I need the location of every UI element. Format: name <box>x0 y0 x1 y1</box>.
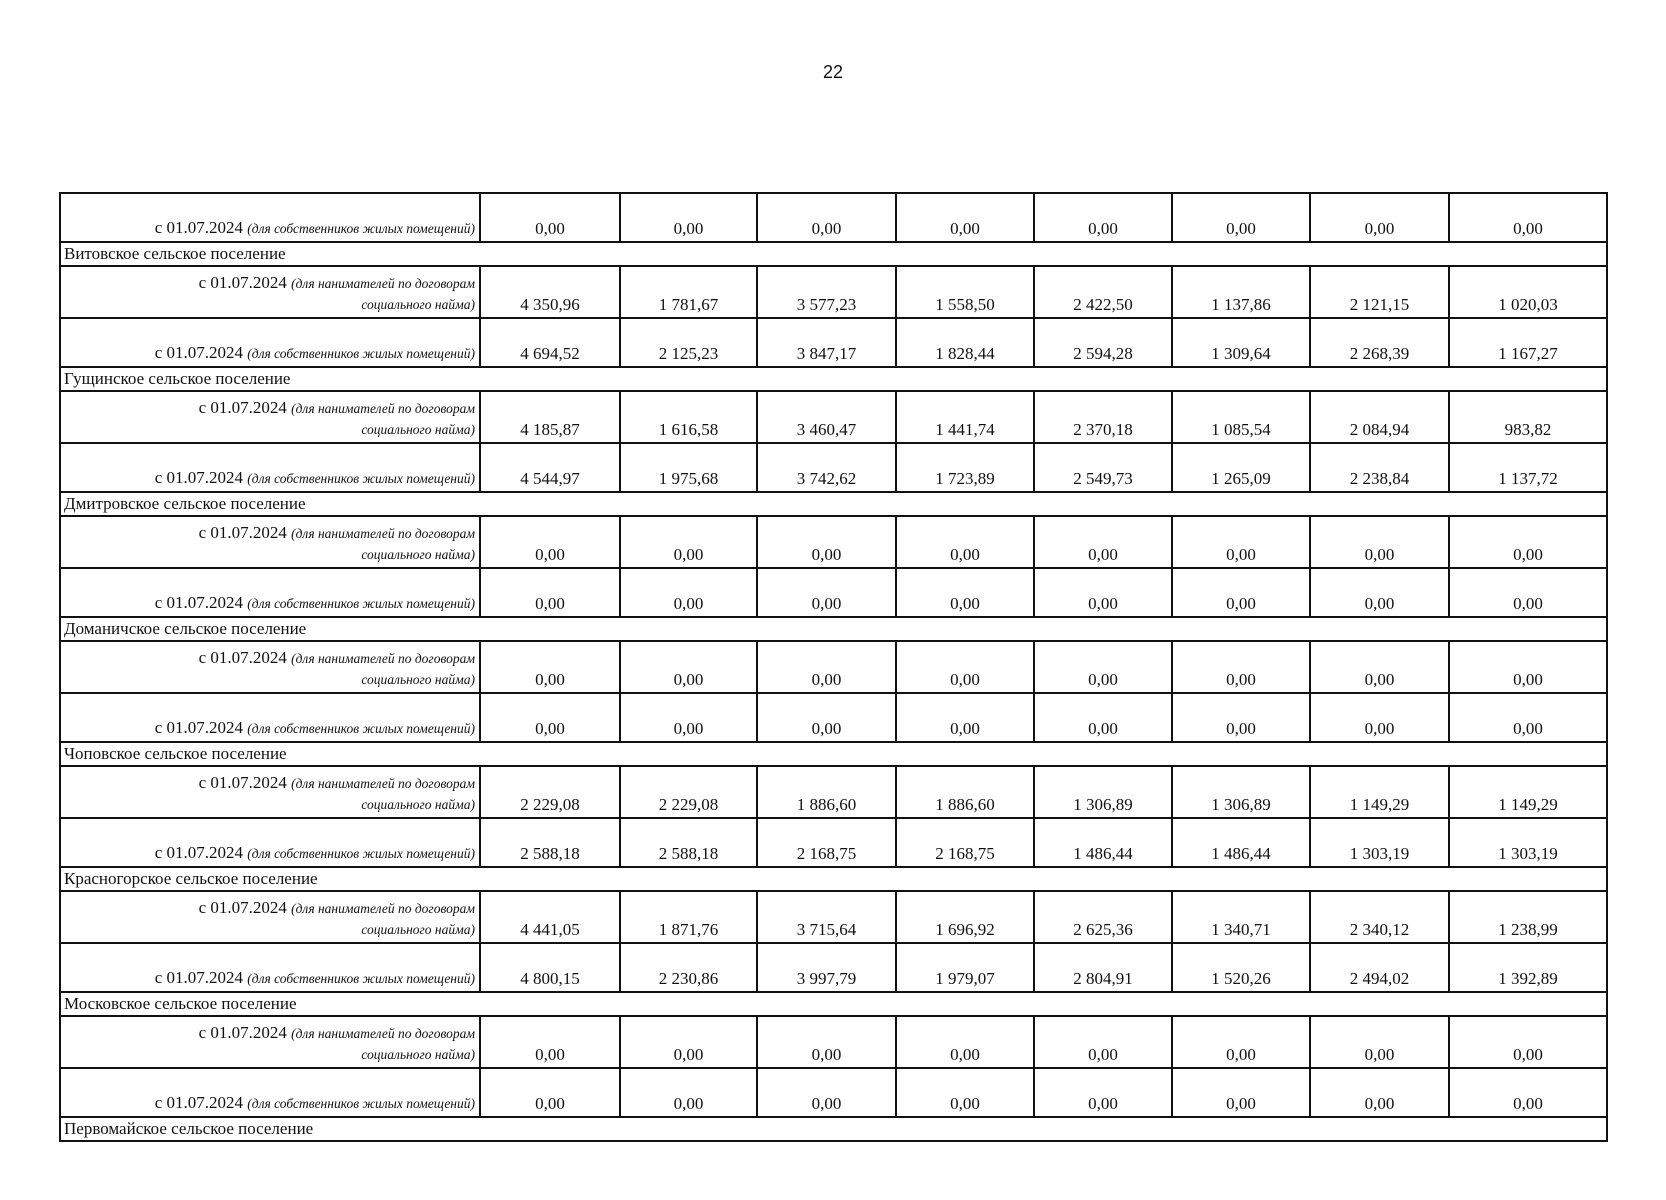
row-label <box>60 818 480 867</box>
value-cell: 0,00 <box>620 1016 757 1068</box>
tenants-note-line2: социального найма) <box>361 672 475 687</box>
value-cell: 1 303,19 <box>1449 818 1607 867</box>
value-cell: 0,00 <box>620 193 757 242</box>
row-label <box>60 516 480 568</box>
value-cell: 0,00 <box>1034 1016 1172 1068</box>
value-cell: 1 265,09 <box>1172 443 1310 492</box>
date-label: с 01.07.2024 <box>154 343 244 362</box>
row-label <box>60 1016 480 1068</box>
value-cell: 0,00 <box>896 1016 1034 1068</box>
date-label: с 01.07.2024 <box>154 468 244 487</box>
date-label: с 01.07.2024 <box>154 843 244 862</box>
value-cell: 2 121,15 <box>1310 266 1449 318</box>
row-label <box>60 568 480 617</box>
date-label: с 01.07.2024 <box>154 1093 244 1112</box>
date-label: с 01.07.2024 <box>154 968 244 987</box>
tenants-note-line2: социального найма) <box>361 422 475 437</box>
value-cell: 3 577,23 <box>757 266 896 318</box>
value-cell: 1 085,54 <box>1172 391 1310 443</box>
date-label: с 01.07.2024 <box>154 593 244 612</box>
value-cell: 1 886,60 <box>757 766 896 818</box>
value-cell: 2 229,08 <box>620 766 757 818</box>
value-cell: 1 149,29 <box>1310 766 1449 818</box>
value-cell: 2 804,91 <box>1034 943 1172 992</box>
tenants-note-line1: (для нанимателей по договорам <box>291 776 475 791</box>
settlement-row <box>60 492 1607 516</box>
value-cell: 0,00 <box>896 193 1034 242</box>
value-cell: 0,00 <box>896 516 1034 568</box>
value-cell: 1 723,89 <box>896 443 1034 492</box>
tenants-note-line2: социального найма) <box>361 547 475 562</box>
value-cell: 983,82 <box>1449 391 1607 443</box>
value-cell: 0,00 <box>480 641 620 693</box>
row-label <box>60 891 480 943</box>
value-cell: 1 520,26 <box>1172 943 1310 992</box>
value-cell: 0,00 <box>480 193 620 242</box>
date-label: с 01.07.2024 <box>198 523 287 542</box>
value-cell: 0,00 <box>1172 516 1310 568</box>
tenants-note-line1: (для нанимателей по договорам <box>291 276 475 291</box>
settlement-name: Витовское сельское поселение <box>60 242 1607 266</box>
value-cell: 0,00 <box>480 693 620 742</box>
value-cell: 0,00 <box>757 568 896 617</box>
value-cell: 0,00 <box>1034 516 1172 568</box>
owners-note: (для собственников жилых помещений) <box>247 346 475 361</box>
value-cell: 0,00 <box>1034 193 1172 242</box>
value-cell: 3 715,64 <box>757 891 896 943</box>
value-cell: 3 460,47 <box>757 391 896 443</box>
value-cell: 4 441,05 <box>480 891 620 943</box>
value-cell: 0,00 <box>896 693 1034 742</box>
value-cell: 0,00 <box>1310 693 1449 742</box>
value-cell: 0,00 <box>1172 693 1310 742</box>
value-cell: 0,00 <box>1310 641 1449 693</box>
value-cell: 3 997,79 <box>757 943 896 992</box>
value-cell: 2 549,73 <box>1034 443 1172 492</box>
settlement-row <box>60 867 1607 891</box>
owners-note: (для собственников жилых помещений) <box>247 846 475 861</box>
settlement-name: Красногорское сельское поселение <box>60 867 1607 891</box>
value-cell: 0,00 <box>757 1068 896 1117</box>
row-label <box>60 693 480 742</box>
value-cell: 0,00 <box>1449 193 1607 242</box>
value-cell: 1 781,67 <box>620 266 757 318</box>
value-cell: 2 230,86 <box>620 943 757 992</box>
value-cell: 1 303,19 <box>1310 818 1449 867</box>
value-cell: 1 137,86 <box>1172 266 1310 318</box>
owners-note: (для собственников жилых помещений) <box>247 971 475 986</box>
value-cell: 1 696,92 <box>896 891 1034 943</box>
value-cell: 0,00 <box>1310 516 1449 568</box>
owners-tariff-row <box>60 193 1607 242</box>
value-cell: 4 185,87 <box>480 391 620 443</box>
tenants-note-line2: социального найма) <box>361 922 475 937</box>
owners-note: (для собственников жилых помещений) <box>247 221 475 236</box>
value-cell: 1 392,89 <box>1449 943 1607 992</box>
value-cell: 0,00 <box>620 568 757 617</box>
value-cell: 2 594,28 <box>1034 318 1172 367</box>
settlement-name: Первомайское сельское поселение <box>60 1117 1607 1141</box>
tenants-tariff-row <box>60 266 1607 318</box>
value-cell: 0,00 <box>480 516 620 568</box>
value-cell: 0,00 <box>480 1068 620 1117</box>
value-cell: 2 494,02 <box>1310 943 1449 992</box>
tariff-table <box>59 192 1608 1142</box>
date-label: с 01.07.2024 <box>198 648 287 667</box>
value-cell: 0,00 <box>757 693 896 742</box>
settlement-row <box>60 617 1607 641</box>
row-label <box>60 641 480 693</box>
owners-tariff-row <box>60 318 1607 367</box>
settlement-name: Дмитровское сельское поселение <box>60 492 1607 516</box>
value-cell: 2 238,84 <box>1310 443 1449 492</box>
row-label <box>60 318 480 367</box>
value-cell: 0,00 <box>1034 693 1172 742</box>
value-cell: 1 486,44 <box>1172 818 1310 867</box>
value-cell: 0,00 <box>1449 1016 1607 1068</box>
value-cell: 1 828,44 <box>896 318 1034 367</box>
tenants-note-line2: социального найма) <box>361 1047 475 1062</box>
value-cell: 4 544,97 <box>480 443 620 492</box>
settlement-name: Доманичское сельское поселение <box>60 617 1607 641</box>
tenants-tariff-row <box>60 516 1607 568</box>
date-label: с 01.07.2024 <box>198 898 287 917</box>
value-cell: 0,00 <box>620 516 757 568</box>
value-cell: 4 350,96 <box>480 266 620 318</box>
value-cell: 1 167,27 <box>1449 318 1607 367</box>
value-cell: 0,00 <box>1172 641 1310 693</box>
value-cell: 1 306,89 <box>1034 766 1172 818</box>
owners-note: (для собственников жилых помещений) <box>247 596 475 611</box>
value-cell: 2 625,36 <box>1034 891 1172 943</box>
settlement-name: Гущинское сельское поселение <box>60 367 1607 391</box>
value-cell: 0,00 <box>1449 641 1607 693</box>
tenants-note-line2: социального найма) <box>361 297 475 312</box>
tenants-note-line1: (для нанимателей по договорам <box>291 401 475 416</box>
owners-note: (для собственников жилых помещений) <box>247 1096 475 1111</box>
value-cell: 3 847,17 <box>757 318 896 367</box>
value-cell: 2 168,75 <box>896 818 1034 867</box>
value-cell: 0,00 <box>1172 1016 1310 1068</box>
value-cell: 2 268,39 <box>1310 318 1449 367</box>
owners-tariff-row <box>60 568 1607 617</box>
date-label: с 01.07.2024 <box>198 398 287 417</box>
value-cell: 0,00 <box>1449 693 1607 742</box>
owners-tariff-row <box>60 818 1607 867</box>
value-cell: 1 306,89 <box>1172 766 1310 818</box>
settlement-row <box>60 992 1607 1016</box>
value-cell: 0,00 <box>1310 568 1449 617</box>
owners-tariff-row <box>60 943 1607 992</box>
value-cell: 1 558,50 <box>896 266 1034 318</box>
value-cell: 0,00 <box>1034 568 1172 617</box>
value-cell: 0,00 <box>1172 568 1310 617</box>
tenants-tariff-row <box>60 1016 1607 1068</box>
value-cell: 2 084,94 <box>1310 391 1449 443</box>
row-label <box>60 443 480 492</box>
value-cell: 1 975,68 <box>620 443 757 492</box>
settlement-row <box>60 1117 1607 1141</box>
owners-note: (для собственников жилых помещений) <box>247 471 475 486</box>
value-cell: 1 441,74 <box>896 391 1034 443</box>
owners-tariff-row <box>60 693 1607 742</box>
settlement-name: Московское сельское поселение <box>60 992 1607 1016</box>
date-label: с 01.07.2024 <box>198 273 287 292</box>
tenants-note-line1: (для нанимателей по договорам <box>291 1026 475 1041</box>
value-cell: 0,00 <box>620 1068 757 1117</box>
value-cell: 1 020,03 <box>1449 266 1607 318</box>
settlement-row <box>60 242 1607 266</box>
tenants-note-line1: (для нанимателей по договорам <box>291 651 475 666</box>
row-label <box>60 766 480 818</box>
value-cell: 2 422,50 <box>1034 266 1172 318</box>
value-cell: 4 694,52 <box>480 318 620 367</box>
value-cell: 0,00 <box>620 693 757 742</box>
value-cell: 1 238,99 <box>1449 891 1607 943</box>
value-cell: 2 229,08 <box>480 766 620 818</box>
value-cell: 2 370,18 <box>1034 391 1172 443</box>
settlement-row <box>60 367 1607 391</box>
value-cell: 0,00 <box>1310 1016 1449 1068</box>
value-cell: 0,00 <box>620 641 757 693</box>
value-cell: 0,00 <box>757 193 896 242</box>
value-cell: 0,00 <box>896 1068 1034 1117</box>
value-cell: 0,00 <box>757 1016 896 1068</box>
date-label: с 01.07.2024 <box>154 718 244 737</box>
value-cell: 2 588,18 <box>620 818 757 867</box>
value-cell: 1 137,72 <box>1449 443 1607 492</box>
tenants-tariff-row <box>60 641 1607 693</box>
value-cell: 0,00 <box>1310 1068 1449 1117</box>
value-cell: 2 125,23 <box>620 318 757 367</box>
row-label <box>60 266 480 318</box>
tenants-tariff-row <box>60 891 1607 943</box>
value-cell: 0,00 <box>1034 1068 1172 1117</box>
value-cell: 0,00 <box>1172 1068 1310 1117</box>
owners-tariff-row <box>60 443 1607 492</box>
row-label <box>60 391 480 443</box>
tenants-tariff-row <box>60 391 1607 443</box>
date-label: с 01.07.2024 <box>198 1023 287 1042</box>
value-cell: 0,00 <box>757 641 896 693</box>
row-label <box>60 1068 480 1117</box>
value-cell: 0,00 <box>896 641 1034 693</box>
date-label: с 01.07.2024 <box>154 218 244 237</box>
value-cell: 1 616,58 <box>620 391 757 443</box>
owners-note: (для собственников жилых помещений) <box>247 721 475 736</box>
settlement-name: Чоповское сельское поселение <box>60 742 1607 766</box>
value-cell: 0,00 <box>896 568 1034 617</box>
value-cell: 4 800,15 <box>480 943 620 992</box>
value-cell: 1 871,76 <box>620 891 757 943</box>
value-cell: 0,00 <box>1449 516 1607 568</box>
table-body <box>60 193 1607 1141</box>
value-cell: 2 340,12 <box>1310 891 1449 943</box>
row-label <box>60 193 480 242</box>
value-cell: 0,00 <box>480 1016 620 1068</box>
value-cell: 1 149,29 <box>1449 766 1607 818</box>
owners-tariff-row <box>60 1068 1607 1117</box>
tenants-note-line1: (для нанимателей по договорам <box>291 526 475 541</box>
value-cell: 1 309,64 <box>1172 318 1310 367</box>
page-number: 22 <box>822 62 844 82</box>
value-cell: 0,00 <box>1449 568 1607 617</box>
value-cell: 0,00 <box>1310 193 1449 242</box>
date-label: с 01.07.2024 <box>198 773 287 792</box>
tenants-note-line1: (для нанимателей по договорам <box>291 901 475 916</box>
value-cell: 0,00 <box>1449 1068 1607 1117</box>
value-cell: 1 486,44 <box>1034 818 1172 867</box>
value-cell: 0,00 <box>757 516 896 568</box>
value-cell: 0,00 <box>480 568 620 617</box>
value-cell: 1 979,07 <box>896 943 1034 992</box>
value-cell: 0,00 <box>1034 641 1172 693</box>
tenants-tariff-row <box>60 766 1607 818</box>
tenants-note-line2: социального найма) <box>361 797 475 812</box>
value-cell: 1 340,71 <box>1172 891 1310 943</box>
value-cell: 1 886,60 <box>896 766 1034 818</box>
row-label <box>60 943 480 992</box>
value-cell: 2 588,18 <box>480 818 620 867</box>
value-cell: 0,00 <box>1172 193 1310 242</box>
settlement-row <box>60 742 1607 766</box>
value-cell: 3 742,62 <box>757 443 896 492</box>
value-cell: 2 168,75 <box>757 818 896 867</box>
